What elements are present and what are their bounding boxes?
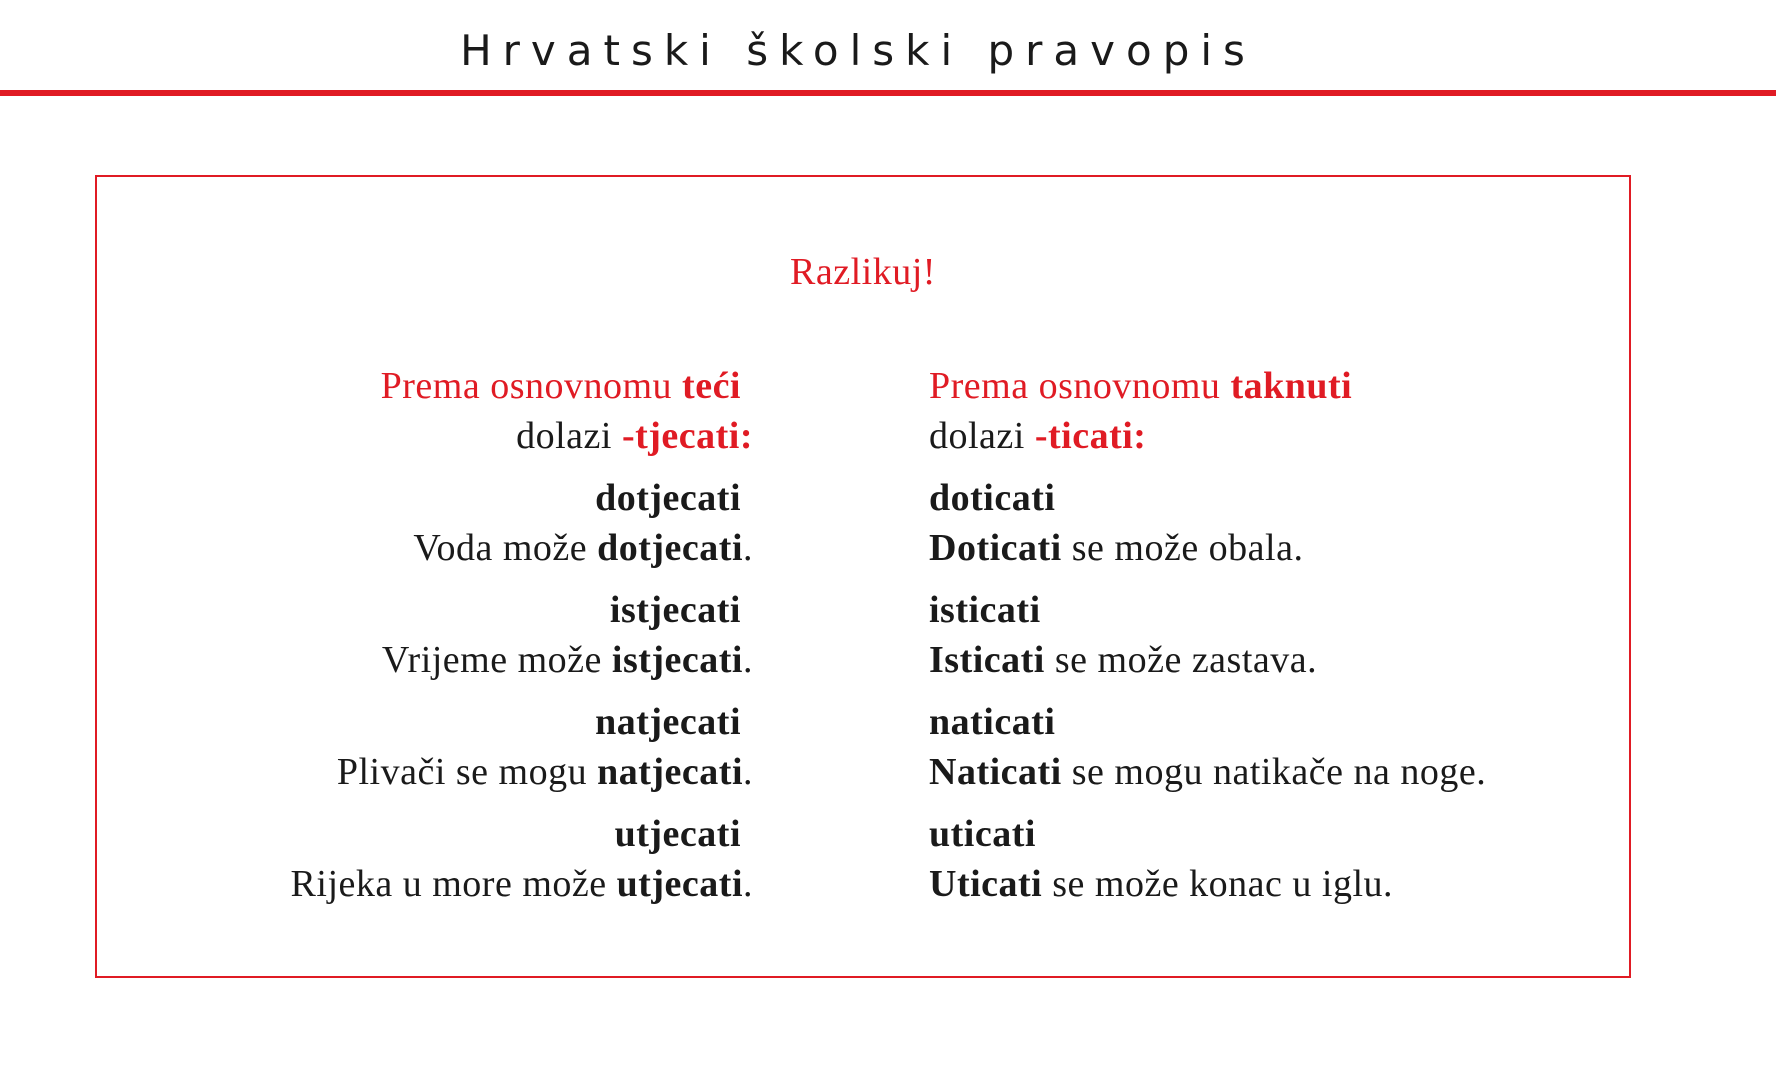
left-column <box>291 361 753 909</box>
right-example-4-word: Uticati <box>929 863 1043 905</box>
left-intro2-line <box>291 411 753 461</box>
right-intro-line <box>929 361 1486 411</box>
page-header-title: Hrvatski školski pravopis <box>460 26 1256 75</box>
left-example-3-word: natjecati <box>597 751 743 793</box>
right-example-2-suffix: se može zastava. <box>1044 639 1318 681</box>
right-example-3-suffix: se mogu natikače na noge. <box>1061 751 1487 793</box>
right-intro-prefix: Prema osnovnomu <box>929 365 1231 407</box>
left-example-4-prefix: Rijeka u more može <box>290 863 617 905</box>
right-example-1-word: Doticati <box>929 527 1062 569</box>
right-example-1-suffix: se može obala. <box>1061 527 1304 569</box>
left-word-2: istjecati <box>609 589 741 631</box>
spacer <box>291 573 753 585</box>
right-word-3: naticati <box>929 701 1056 743</box>
right-example-4 <box>929 859 1486 909</box>
right-intro2-line <box>929 411 1486 461</box>
left-intro2-prefix: dolazi <box>516 415 622 457</box>
left-example-2-suffix: . <box>743 639 753 681</box>
left-example-1 <box>291 523 753 573</box>
spacer <box>291 797 753 809</box>
right-word-2: isticati <box>929 589 1041 631</box>
left-intro-base: teći <box>682 365 741 407</box>
right-example-4-suffix: se može konac u iglu. <box>1042 863 1394 905</box>
right-word-1: doticati <box>929 477 1056 519</box>
right-word-4: uticati <box>929 813 1036 855</box>
left-word-4: utjecati <box>614 813 741 855</box>
spacer <box>291 461 753 473</box>
left-intro-prefix: Prema osnovnomu <box>380 365 683 407</box>
left-intro2-suffix: -tjecati: <box>621 415 753 457</box>
header-divider <box>0 90 1776 96</box>
left-example-1-word: dotjecati <box>597 527 743 569</box>
right-example-3 <box>929 747 1486 797</box>
left-example-2-word: istjecati <box>611 639 743 681</box>
spacer <box>929 797 1486 809</box>
right-intro2-prefix: dolazi <box>929 415 1035 457</box>
spacer <box>929 685 1486 697</box>
right-intro-base: taknuti <box>1230 365 1353 407</box>
left-example-3-prefix: Plivači se mogu <box>336 751 598 793</box>
spacer <box>929 573 1486 585</box>
spacer <box>291 685 753 697</box>
left-example-4-word: utjecati <box>616 863 743 905</box>
left-example-3-suffix: . <box>743 751 753 793</box>
left-intro-line <box>291 361 753 411</box>
spacer <box>929 461 1486 473</box>
left-example-4-suffix: . <box>743 863 753 905</box>
right-example-2 <box>929 635 1486 685</box>
right-intro2-suffix: -ticati: <box>1034 415 1147 457</box>
box-title: Razlikuj! <box>790 251 936 293</box>
right-example-1 <box>929 523 1486 573</box>
right-column <box>929 361 1486 909</box>
distinguish-box <box>95 175 1631 978</box>
left-word-1: dotjecati <box>595 477 741 519</box>
left-example-1-suffix: . <box>743 527 753 569</box>
left-example-2 <box>291 635 753 685</box>
right-example-2-word: Isticati <box>929 639 1045 681</box>
right-example-3-word: Naticati <box>929 751 1062 793</box>
left-example-2-prefix: Vrijeme može <box>381 639 612 681</box>
left-word-3: natjecati <box>595 701 741 743</box>
left-example-4 <box>291 859 753 909</box>
left-example-1-prefix: Voda može <box>413 527 598 569</box>
left-example-3 <box>291 747 753 797</box>
